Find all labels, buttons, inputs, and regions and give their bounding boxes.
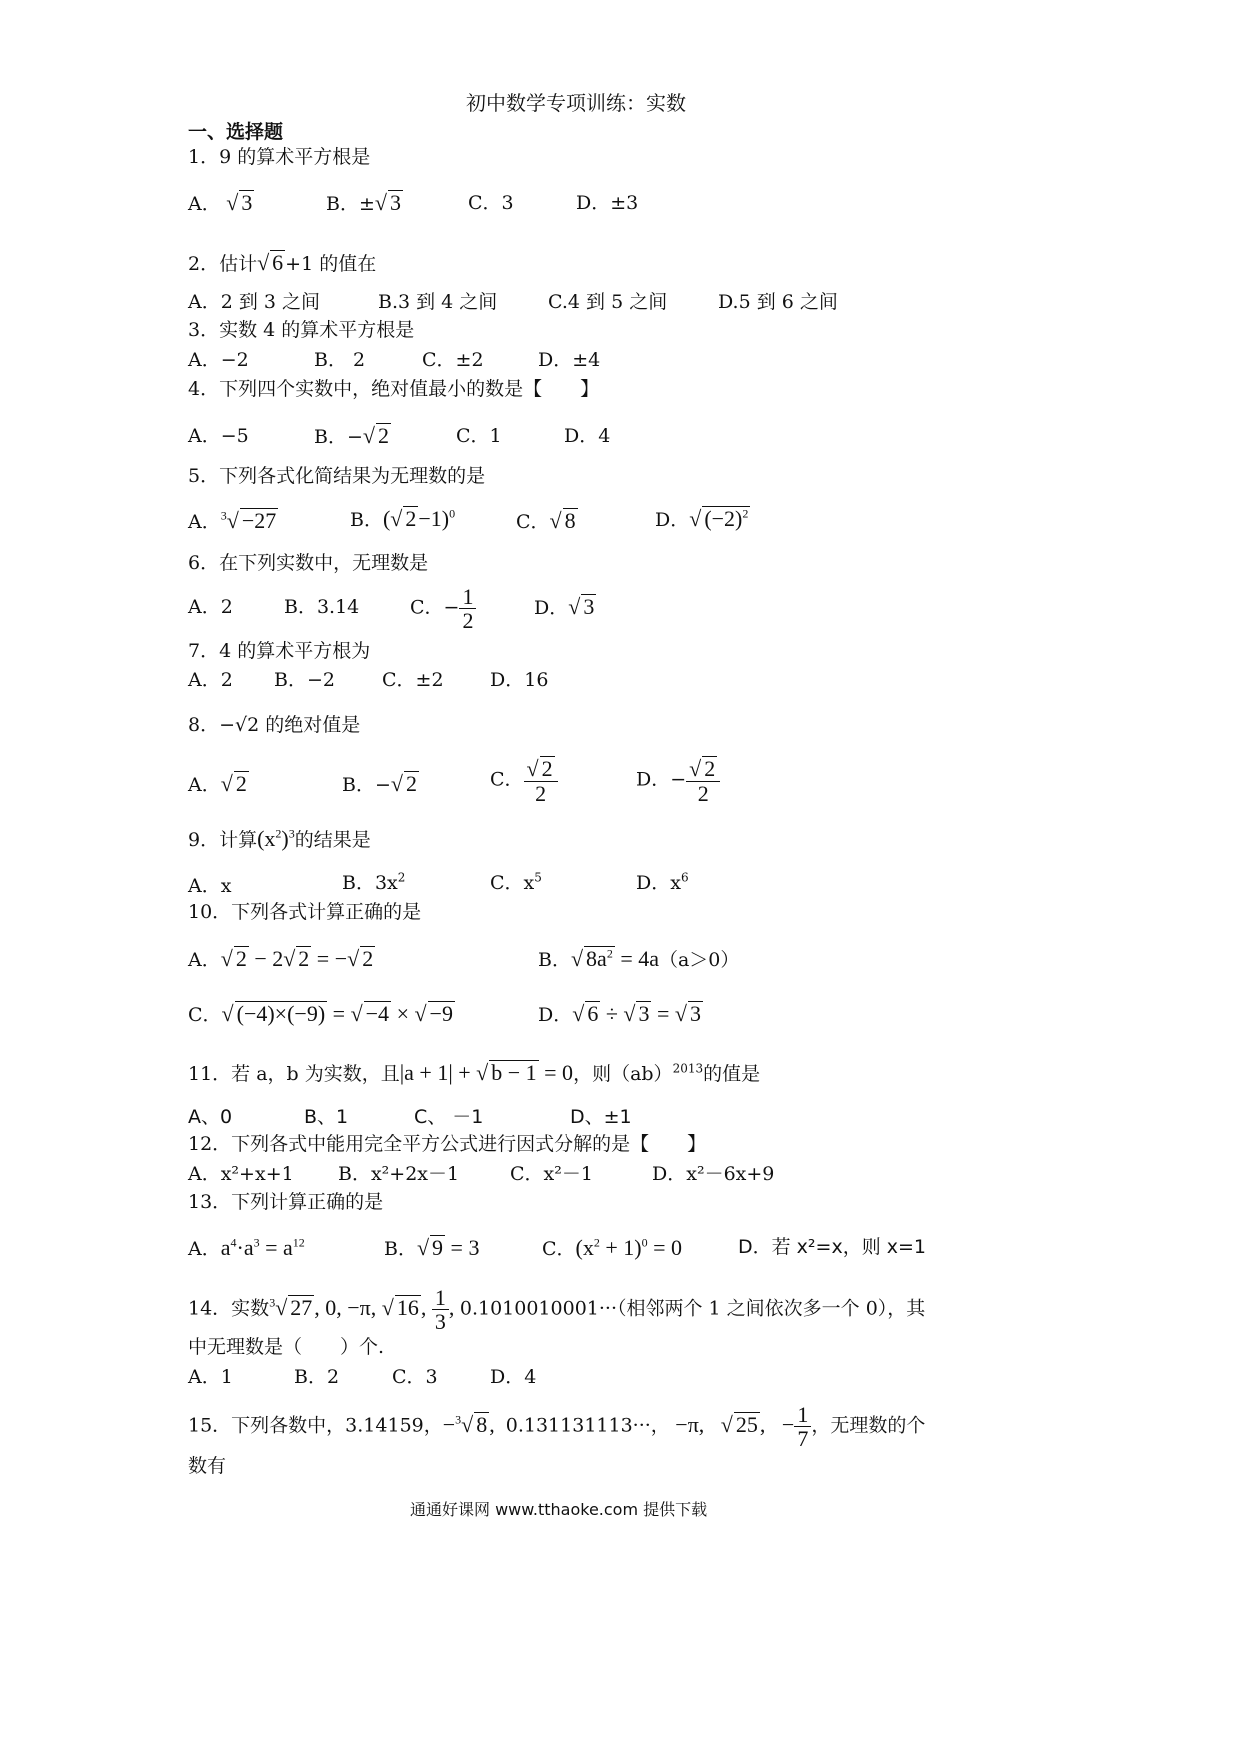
- question-14-line2: 中无理数是（ ）个.: [188, 1336, 385, 1358]
- q4-option-a: A．−5: [188, 425, 249, 447]
- question-15-line2: 数有: [188, 1455, 227, 1477]
- q9-option-b: B．$3x^2$: [342, 870, 406, 894]
- q4-option-b: B．−√ 2: [314, 423, 389, 448]
- q3-option-d: D．±4: [538, 349, 601, 371]
- question-3-stem: 3．实数 4 的算术平方根是: [188, 319, 415, 341]
- q2-option-c: C.4 到 5 之间: [548, 291, 668, 313]
- question-1-stem: 1．9 的算术平方根是: [188, 146, 371, 168]
- q11-option-c: C、 －1: [414, 1106, 484, 1128]
- q1-option-a: A． √ 3: [188, 190, 253, 215]
- q6-option-c: C．− $\frac{1}{2}$: [410, 585, 476, 632]
- question-14-stem: 14．实数$^3$√ 27, 0, −π, √ 16, $\frac{1}{3}$ , 0.1010010001···（相邻两个 1 之间依次多一个 0），其: [188, 1285, 926, 1335]
- question-12-stem: 12．下列各式中能用完全平方公式进行因式分解的是【 】: [188, 1133, 707, 1155]
- question-2-stem: 2．估计√ 6 +1 的值在: [188, 250, 377, 275]
- question-9-stem: 9．计算$(x^2)^3$的结果是: [188, 826, 371, 851]
- q1-option-b: B．±√ 3: [326, 190, 401, 215]
- q13-option-b: B．√ 9 = 3: [384, 1235, 480, 1260]
- q8-option-a: A．√ 2: [188, 771, 247, 796]
- q5-option-c: C．√ 8: [516, 508, 576, 533]
- question-15-stem: 15．下列各数中，3.14159，−$^3$√ 8, 0.131131113···， −π, √ 25, − $\frac{1}{7}$ ，无理数的个: [188, 1402, 926, 1452]
- q10-option-d: D．√ 6 ÷ √ 3 = √ 3: [538, 1001, 701, 1026]
- q5-option-d: D．√ $(-2)^2$: [655, 506, 749, 531]
- q11-option-d: D、±1: [570, 1106, 632, 1128]
- footer-text: 通通好课网 www.tthaoke.com 提供下载: [410, 1500, 708, 1519]
- question-6-stem: 6．在下列实数中，无理数是: [188, 552, 429, 574]
- q3-option-a: A．−2: [188, 349, 249, 371]
- q9-option-c: C．$x^5$: [490, 870, 542, 894]
- q7-option-d: D．16: [490, 669, 549, 691]
- q1-option-d: D．±3: [576, 192, 639, 214]
- q5-option-b: B．(√ 2−1)$^0$: [350, 506, 456, 531]
- q14-option-b: B．2: [294, 1366, 340, 1388]
- q14-option-d: D．4: [490, 1366, 537, 1388]
- q10-option-a: A．√ 2 − 2√ 2 = −√ 2: [188, 946, 374, 971]
- page-title: 初中数学专项训练：实数: [466, 91, 686, 115]
- q12-option-c: C．x²－1: [510, 1163, 593, 1185]
- q14-option-a: A．1: [188, 1366, 233, 1388]
- q11-option-a: A、0: [188, 1106, 233, 1128]
- question-4-stem: 4．下列四个实数中，绝对值最小的数是【 】: [188, 378, 600, 400]
- q3-option-b: B． 2: [314, 349, 366, 371]
- q12-option-a: A．x²+x+1: [188, 1163, 294, 1185]
- question-8-stem: 8．−√2 的绝对值是: [188, 714, 361, 736]
- q6-option-d: D．√ 3: [534, 594, 595, 619]
- question-5-stem: 5．下列各式化简结果为无理数的是: [188, 465, 486, 487]
- q1-option-c: C．3: [468, 192, 514, 214]
- q6-option-b: B．3.14: [284, 596, 360, 618]
- q2-option-d: D.5 到 6 之间: [718, 291, 838, 313]
- q14-option-c: C．3: [392, 1366, 438, 1388]
- section-heading: 一、选择题: [188, 121, 284, 143]
- q2-option-a: A．2 到 3 之间: [188, 291, 321, 313]
- q13-option-a: A．$a^4\cdot a^3 = a^{12}$: [188, 1235, 305, 1260]
- q6-option-a: A．2: [188, 596, 233, 618]
- q4-option-c: C．1: [456, 425, 502, 447]
- q7-option-b: B．−2: [274, 669, 335, 691]
- q9-option-a: A．x: [188, 875, 232, 897]
- q13-option-d: D．若 x²=x，则 x=1: [738, 1236, 926, 1258]
- q10-option-b: B．√ $8a^2 = 4a(a>0)$: [538, 946, 740, 971]
- q9-option-d: D．$x^6$: [636, 870, 689, 894]
- q3-option-c: C．±2: [422, 349, 484, 371]
- q5-option-a: A．$^3$√ −27: [188, 508, 277, 533]
- q11-option-b: B、1: [304, 1106, 349, 1128]
- q8-option-d: D．− $\frac{√ 2}{2}$: [636, 756, 720, 805]
- q7-option-a: A．2: [188, 669, 233, 691]
- q12-option-b: B．x²+2x－1: [338, 1163, 460, 1185]
- q12-option-d: D．x²－6x+9: [652, 1163, 775, 1185]
- q4-option-d: D．4: [564, 425, 611, 447]
- q13-option-c: C．$(x^2 + 1)^0 = 0$: [542, 1235, 683, 1260]
- q7-option-c: C．±2: [382, 669, 444, 691]
- q8-option-c: C． $\frac{√ 2}{2}$: [490, 756, 558, 805]
- q10-option-c: C．√ (−4)×(−9) = √ −4 × √ −9: [188, 1001, 453, 1026]
- question-7-stem: 7．4 的算术平方根为: [188, 640, 371, 662]
- question-11-stem: 11．若 a，b 为实数，且|a + 1| + √ b − 1 = 0，则（ab）$^{2013}$的值是: [188, 1060, 761, 1085]
- question-13-stem: 13．下列计算正确的是: [188, 1191, 384, 1213]
- question-10-stem: 10．下列各式计算正确的是: [188, 901, 422, 923]
- q8-option-b: B．−√ 2: [342, 771, 417, 796]
- q2-option-b: B.3 到 4 之间: [378, 291, 498, 313]
